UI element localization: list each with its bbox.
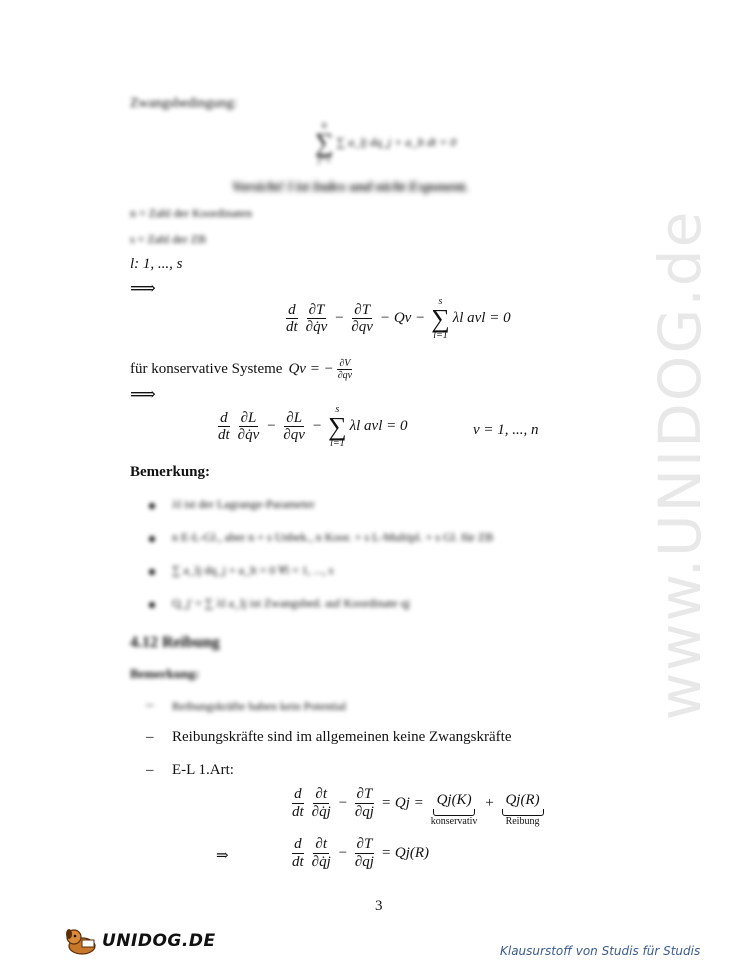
bullet-dot	[149, 569, 155, 575]
l-range: l: 1, ..., s	[130, 256, 183, 272]
bullet-dot	[149, 503, 155, 509]
zwangs-equation: n ∑ j=1 ∑ a_lj dq_j + a_lt dt = 0	[315, 120, 457, 166]
dash-item: E-L 1.Art:	[172, 762, 234, 778]
dash-marker: –	[146, 697, 154, 713]
dash-marker: –	[146, 729, 154, 745]
implies-arrow-2: ⟹	[130, 384, 156, 404]
footer-tagline: Klausurstoff von Studis für Studis	[500, 944, 701, 958]
vorsicht-note: Vorsicht! l ist Index und nicht Exponent.	[232, 180, 469, 195]
nu-range: ν = 1, ..., n	[473, 422, 539, 438]
implies-arrow-3: ⇒	[216, 848, 229, 864]
zwangsbedingung-label: Zwangsbedingung:	[130, 96, 238, 111]
dash-marker: –	[146, 762, 154, 778]
bullet-item: n E-L-Gl., aber n + s Unbek., n Koor. + s L-Multipl. + s Gl. für ZB	[172, 530, 494, 544]
bullet-dot	[149, 602, 155, 608]
dog-mascot-icon	[64, 926, 100, 956]
logo-text: UNIDOG.DE	[102, 931, 216, 951]
euler-lagrange-eq-2: $\frac{d}{dt}$ $\frac{\partial L}{\partial q̇\nu}$ − $\frac{\partial L}{\partial q\nu}$ − s ∑ l=1 λl aνl = 0	[218, 404, 408, 450]
euler-lagrange-eq-4: $\frac{d}{dt}$ $\frac{\partial t}{\partial q̇j}$ − $\frac{\partial T}{\partial qj}$ = Qj(R)	[292, 836, 430, 870]
dash-item: Reibungskräfte haben kein Potential	[172, 699, 347, 713]
n-definition: n = Zahl der Koordinaten	[130, 206, 253, 220]
bullet-item: λl ist der Lagrange-Parameter	[172, 497, 315, 511]
unidog-logo	[64, 926, 216, 956]
bemerkung-heading-1: Bemerkung:	[130, 464, 210, 480]
euler-lagrange-eq-3: $\frac{d}{dt}$ $\frac{\partial t}{\partial q̇j}$ − $\frac{\partial T}{\partial qj}$ = Qj = Qj(K) konservativ + Qj(R) Reibung	[288, 786, 548, 828]
euler-lagrange-eq-1: $\frac{d}{dt}$ $\frac{\partial T}{\partial q̇\nu}$ − $\frac{\partial T}{\partial q\nu}$ − Qν − s ∑ l=1 λl aνl = 0	[286, 296, 511, 342]
implies-arrow-1: ⟹	[130, 278, 156, 298]
bullet-item: ∑ a_lj dq_j + a_lt = 0 ∀l = 1, ..., s	[172, 563, 334, 577]
konservativ-line: für konservative Systeme Qν = − $\frac{\partial V}{\partial q\nu}$	[130, 358, 353, 381]
s-definition: s = Zahl der ZB	[130, 232, 207, 246]
bemerkung-heading-2: Bemerkung:	[130, 666, 200, 681]
section-title: 4.12 Reibung	[130, 634, 220, 651]
watermark-text: www.UNIDOG.de	[646, 209, 714, 721]
page-number: 3	[375, 898, 383, 914]
bullet-item: Q_j' = ∑ λl a_lj ist Zwangsbed. auf Koordinate qj	[172, 596, 410, 610]
dash-item: Reibungskräfte sind im allgemeinen keine Zwangskräfte	[172, 729, 512, 745]
bullet-dot	[149, 536, 155, 542]
